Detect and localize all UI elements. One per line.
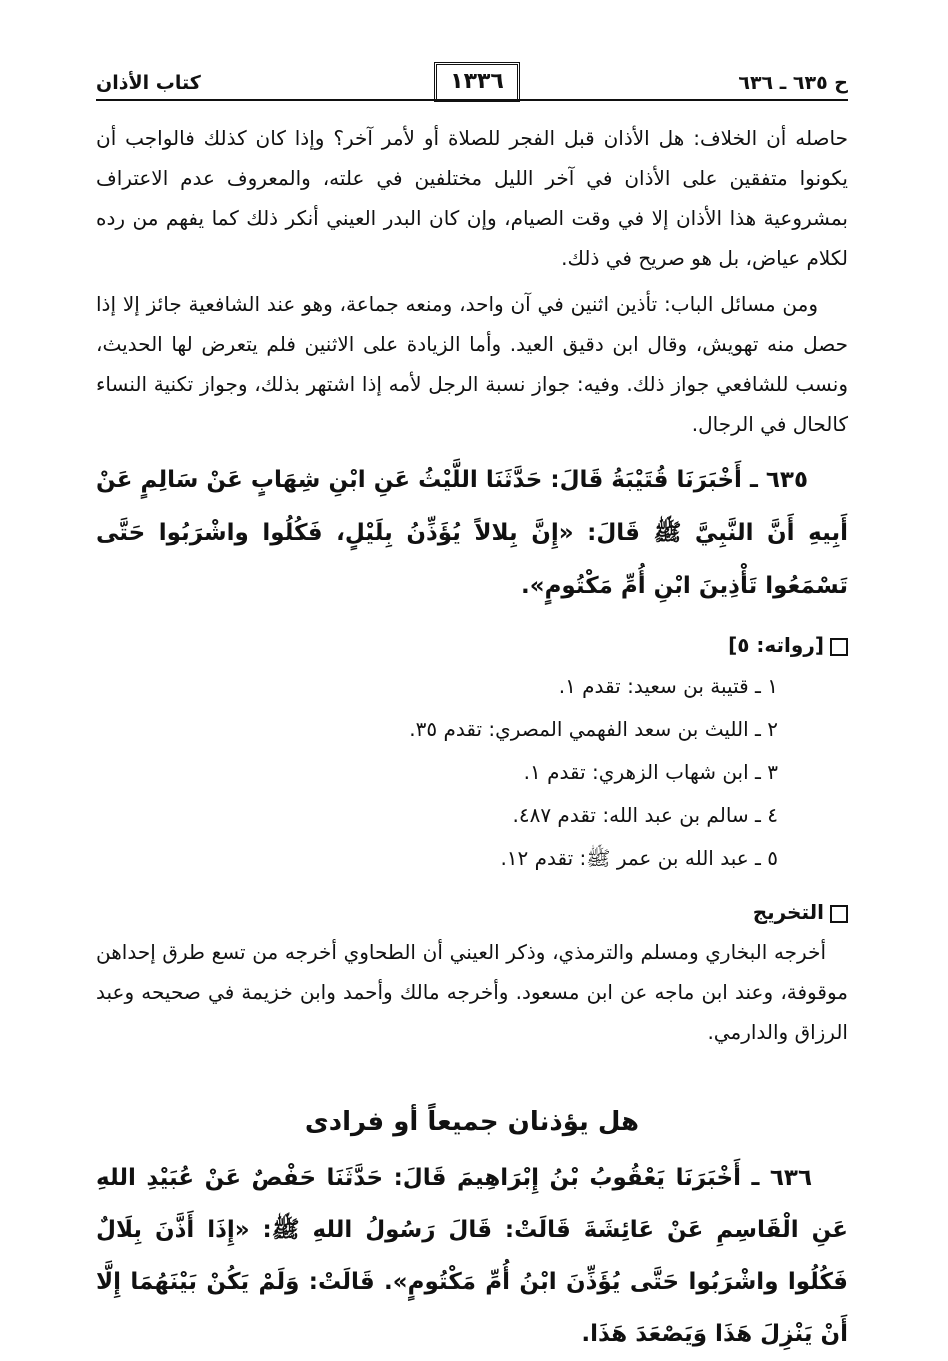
page-number: ١٣٣٦ (434, 62, 520, 102)
chapter-range: ح ٦٣٥ ـ ٦٣٦ (738, 72, 848, 94)
narrator-item: ٥ ـ عبد الله بن عمر ﷺ: تقدم ١٢. (500, 846, 778, 870)
narrators-title: [رواته: ٥] (728, 633, 824, 657)
narrator-item: ٢ ـ الليث بن سعد الفهمي المصري: تقدم ٣٥. (409, 717, 778, 741)
square-bullet-icon (830, 905, 848, 923)
takhrij-heading (96, 892, 848, 932)
narrator-item: ٣ ـ ابن شهاب الزهري: تقدم ١. (523, 760, 778, 784)
narrator-item: ٤ ـ سالم بن عبد الله: تقدم ٤٨٧. (512, 803, 778, 827)
hadith-635: ٦٣٥ ـ أَخْبَرَنَا قُتَيْبَةُ قَالَ: حَدَّثَنَا اللَّيْثُ عَنِ ابْنِ شِهَابٍ عَنْ سَالِمٍ عَنْ أَبِيهِ أَنَّ النَّبِيَّ ﷺ قَالَ: «إِنَّ بِلالاً يُؤَذِّنُ بِلَيْلٍ، فَكُلُوا واشْرَبُوا حَتَّى تَسْمَعُوا تَأْذِينَ ابْنِ أُمِّ مَكْتُومٍ». (96, 467, 848, 599)
book-title: كتاب الأذان (96, 72, 201, 94)
takhrij-title: التخريج (752, 900, 824, 924)
chapter-heading: هل يؤذنان جميعاً أو فرادى (304, 1107, 640, 1137)
narrators-heading (96, 625, 848, 665)
narrators-list (96, 665, 848, 880)
narrator-item: ١ ـ قتيبة بن سعيد: تقدم ١. (558, 674, 778, 698)
commentary-paragraph-1: حاصله أن الخلاف: هل الأذان قبل الفجر للصلاة أو لأمر آخر؟ وإذا كان كذلك فالواجب أن يكونوا متفقين على الأذان في آخر الليل مختلفين في علته، والمعروف عدم الاعتراف بمشروعية هذا الأذان إلا في وقت الصيام، وإن كان البدر العيني أنكر ذلك كما يفهم من رده لكلام عياض، بل هو صريح في ذلك. (96, 126, 848, 270)
hadith-636: ٦٣٦ ـ أَخْبَرَنَا يَعْقُوبُ بْنُ إِبْرَاهِيمَ قَالَ: حَدَّثَنَا حَفْصٌ عَنْ عُبَيْدِ اللهِ عَنِ الْقَاسِمِ عَنْ عَائِشَةَ قَالَتْ: قَالَ رَسُولُ اللهِ ﷺ: «إِذَا أَذَّنَ بِلَالٌ فَكُلُوا واشْرَبُوا حَتَّى يُؤَذِّنَ ابْنُ أُمِّ مَكْتُومٍ». قَالَتْ: وَلَمْ يَكُنْ بَيْنَهُمَا إِلَّا أَنْ يَنْزِلَ هَذَا وَيَصْعَدَ هَذَا. (96, 1165, 848, 1347)
page-header (96, 60, 848, 110)
page-body (96, 118, 848, 1360)
square-bullet-icon (830, 638, 848, 656)
commentary-paragraph-2: ومن مسائل الباب: تأذين اثنين في آن واحد، ومنعه جماعة، وهو عند الشافعية جائز إلا إذا حصل منه تهويش، وقال ابن دقيق العيد. وأما الزيادة على الاثنين فلم يتعرض لها الحديث، ونسب للشافعي جواز ذلك. وفيه: جواز نسبة الرجل لأمه إذا اشتهر بذلك، وجواز تكنية النساء كالحال في الرجال. (96, 292, 848, 436)
header-rule (96, 99, 848, 101)
takhrij-text: أخرجه البخاري ومسلم والترمذي، وذكر العيني أن الطحاوي أخرجه من تسع طرق إحداهن موقوفة، وعند ابن ماجه عن ابن مسعود. وأخرجه مالك وأحمد وابن خزيمة في صحيحه وعبد الرزاق والدارمي. (96, 940, 848, 1044)
